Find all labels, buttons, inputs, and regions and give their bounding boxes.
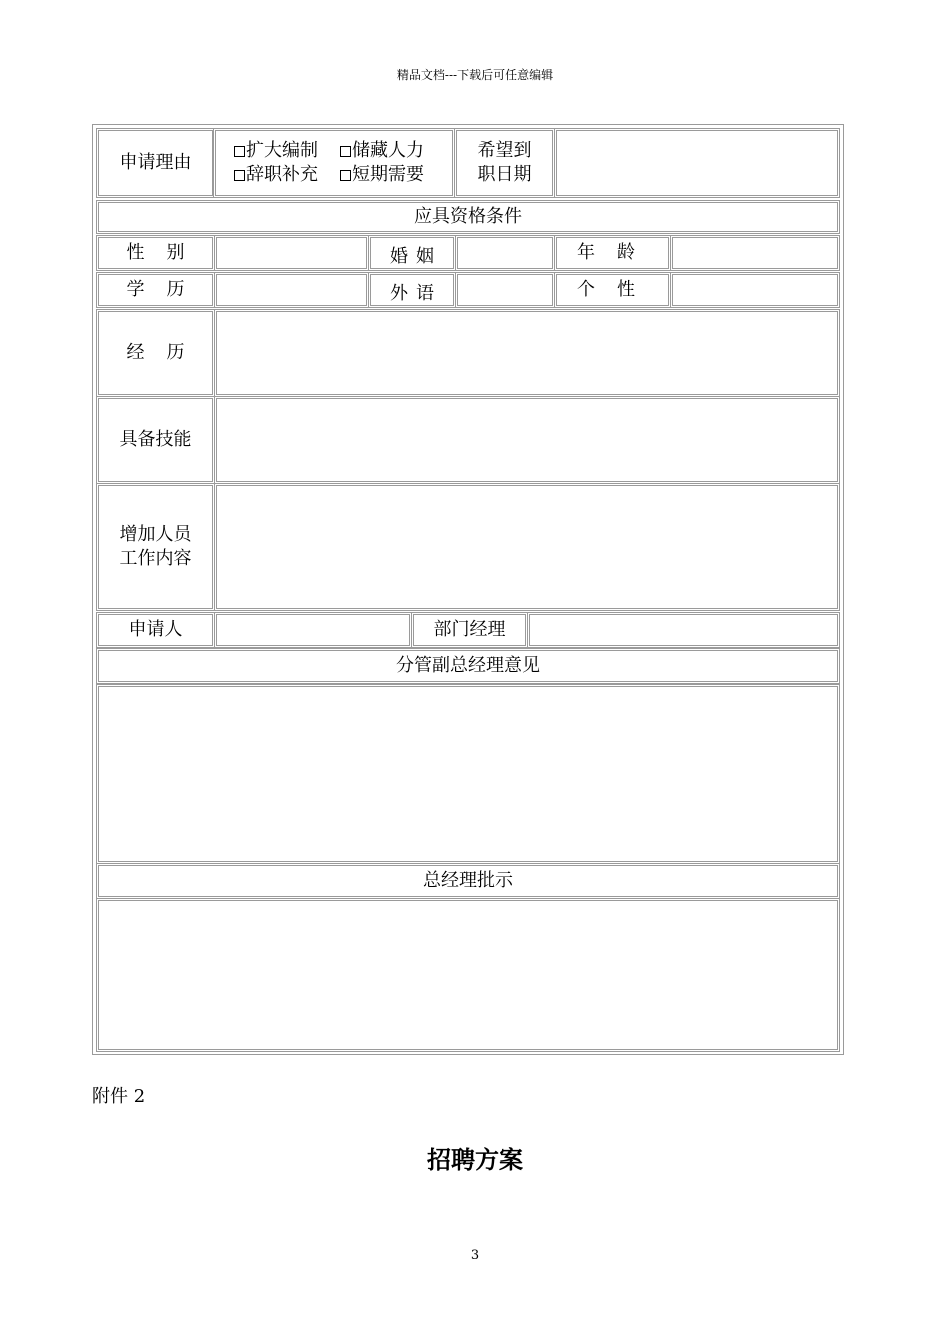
document-title: 招聘方案 bbox=[427, 1145, 523, 1174]
marriage-label-cell: 婚 姻 bbox=[368, 235, 456, 271]
skills-value-cell[interactable] bbox=[214, 396, 840, 484]
arrival-date-label-line2: 职日期 bbox=[477, 164, 532, 185]
work-content-value-cell[interactable] bbox=[214, 483, 840, 611]
reason-option-short-term[interactable]: 短期需要 bbox=[340, 163, 424, 187]
reason-option-reserve[interactable]: 储藏人力 bbox=[340, 139, 424, 163]
applicant-label: 申请人 bbox=[128, 619, 183, 640]
dept-manager-label-cell bbox=[411, 612, 528, 648]
checkbox-icon bbox=[340, 146, 351, 157]
age-label-cell: 年 龄 bbox=[554, 235, 671, 271]
work-content-label-line2: 工作内容 bbox=[119, 548, 192, 569]
attachment-label: 附件 2 bbox=[92, 1086, 146, 1107]
reason-options bbox=[216, 139, 424, 187]
education-value-cell[interactable] bbox=[214, 272, 369, 308]
qualifications-header-cell bbox=[96, 200, 840, 234]
personality-label-cell: 个 性 bbox=[554, 272, 671, 308]
education-label-cell: 学 历 bbox=[96, 272, 215, 308]
experience-value-cell[interactable] bbox=[214, 309, 840, 397]
checkbox-icon bbox=[234, 170, 245, 181]
dept-manager-label: 部门经理 bbox=[433, 619, 506, 640]
recruitment-request-form bbox=[92, 124, 844, 1055]
arrival-date-label-line1: 希望到 bbox=[477, 140, 532, 161]
page-header-note: 精品文档---下载后可任意编辑 bbox=[396, 68, 554, 82]
gm-approval-value-cell[interactable] bbox=[96, 898, 840, 1052]
vice-gm-opinion-value-cell[interactable] bbox=[96, 684, 840, 864]
page-number: 3 bbox=[470, 1248, 480, 1263]
experience-label-cell: 经 历 bbox=[96, 309, 215, 397]
dept-manager-value-cell[interactable] bbox=[527, 612, 840, 648]
work-content-label-cell bbox=[96, 483, 215, 611]
applicant-value-cell[interactable] bbox=[214, 612, 412, 648]
marriage-value-cell[interactable] bbox=[455, 235, 555, 271]
gm-approval-header-cell bbox=[96, 863, 840, 899]
checkbox-icon bbox=[340, 170, 351, 181]
arrival-date-label-cell bbox=[454, 128, 555, 198]
gm-approval-header: 总经理批示 bbox=[423, 870, 513, 891]
checkbox-icon bbox=[234, 146, 245, 157]
vice-gm-opinion-header: 分管副总经理意见 bbox=[396, 655, 540, 676]
skills-label-cell bbox=[96, 396, 215, 484]
applicant-label-cell bbox=[96, 612, 215, 648]
qualifications-header: 应具资格条件 bbox=[414, 206, 522, 227]
vice-gm-opinion-header-cell bbox=[96, 648, 840, 684]
language-label-cell: 外 语 bbox=[368, 272, 456, 308]
reason-options-cell bbox=[213, 128, 455, 198]
language-value-cell[interactable] bbox=[455, 272, 555, 308]
work-content-label-line1: 增加人员 bbox=[119, 524, 192, 545]
reason-option-replace[interactable]: 辞职补充 bbox=[234, 163, 318, 187]
arrival-date-value-cell[interactable] bbox=[554, 128, 840, 198]
personality-value-cell[interactable] bbox=[670, 272, 840, 308]
reason-option-expand[interactable]: 扩大编制 bbox=[234, 139, 318, 163]
age-value-cell[interactable] bbox=[670, 235, 840, 271]
reason-label-cell bbox=[96, 128, 215, 198]
skills-label: 具备技能 bbox=[119, 429, 192, 450]
gender-label-cell: 性 别 bbox=[96, 235, 215, 271]
gender-value-cell[interactable] bbox=[214, 235, 369, 271]
reason-label: 申请理由 bbox=[119, 152, 192, 173]
